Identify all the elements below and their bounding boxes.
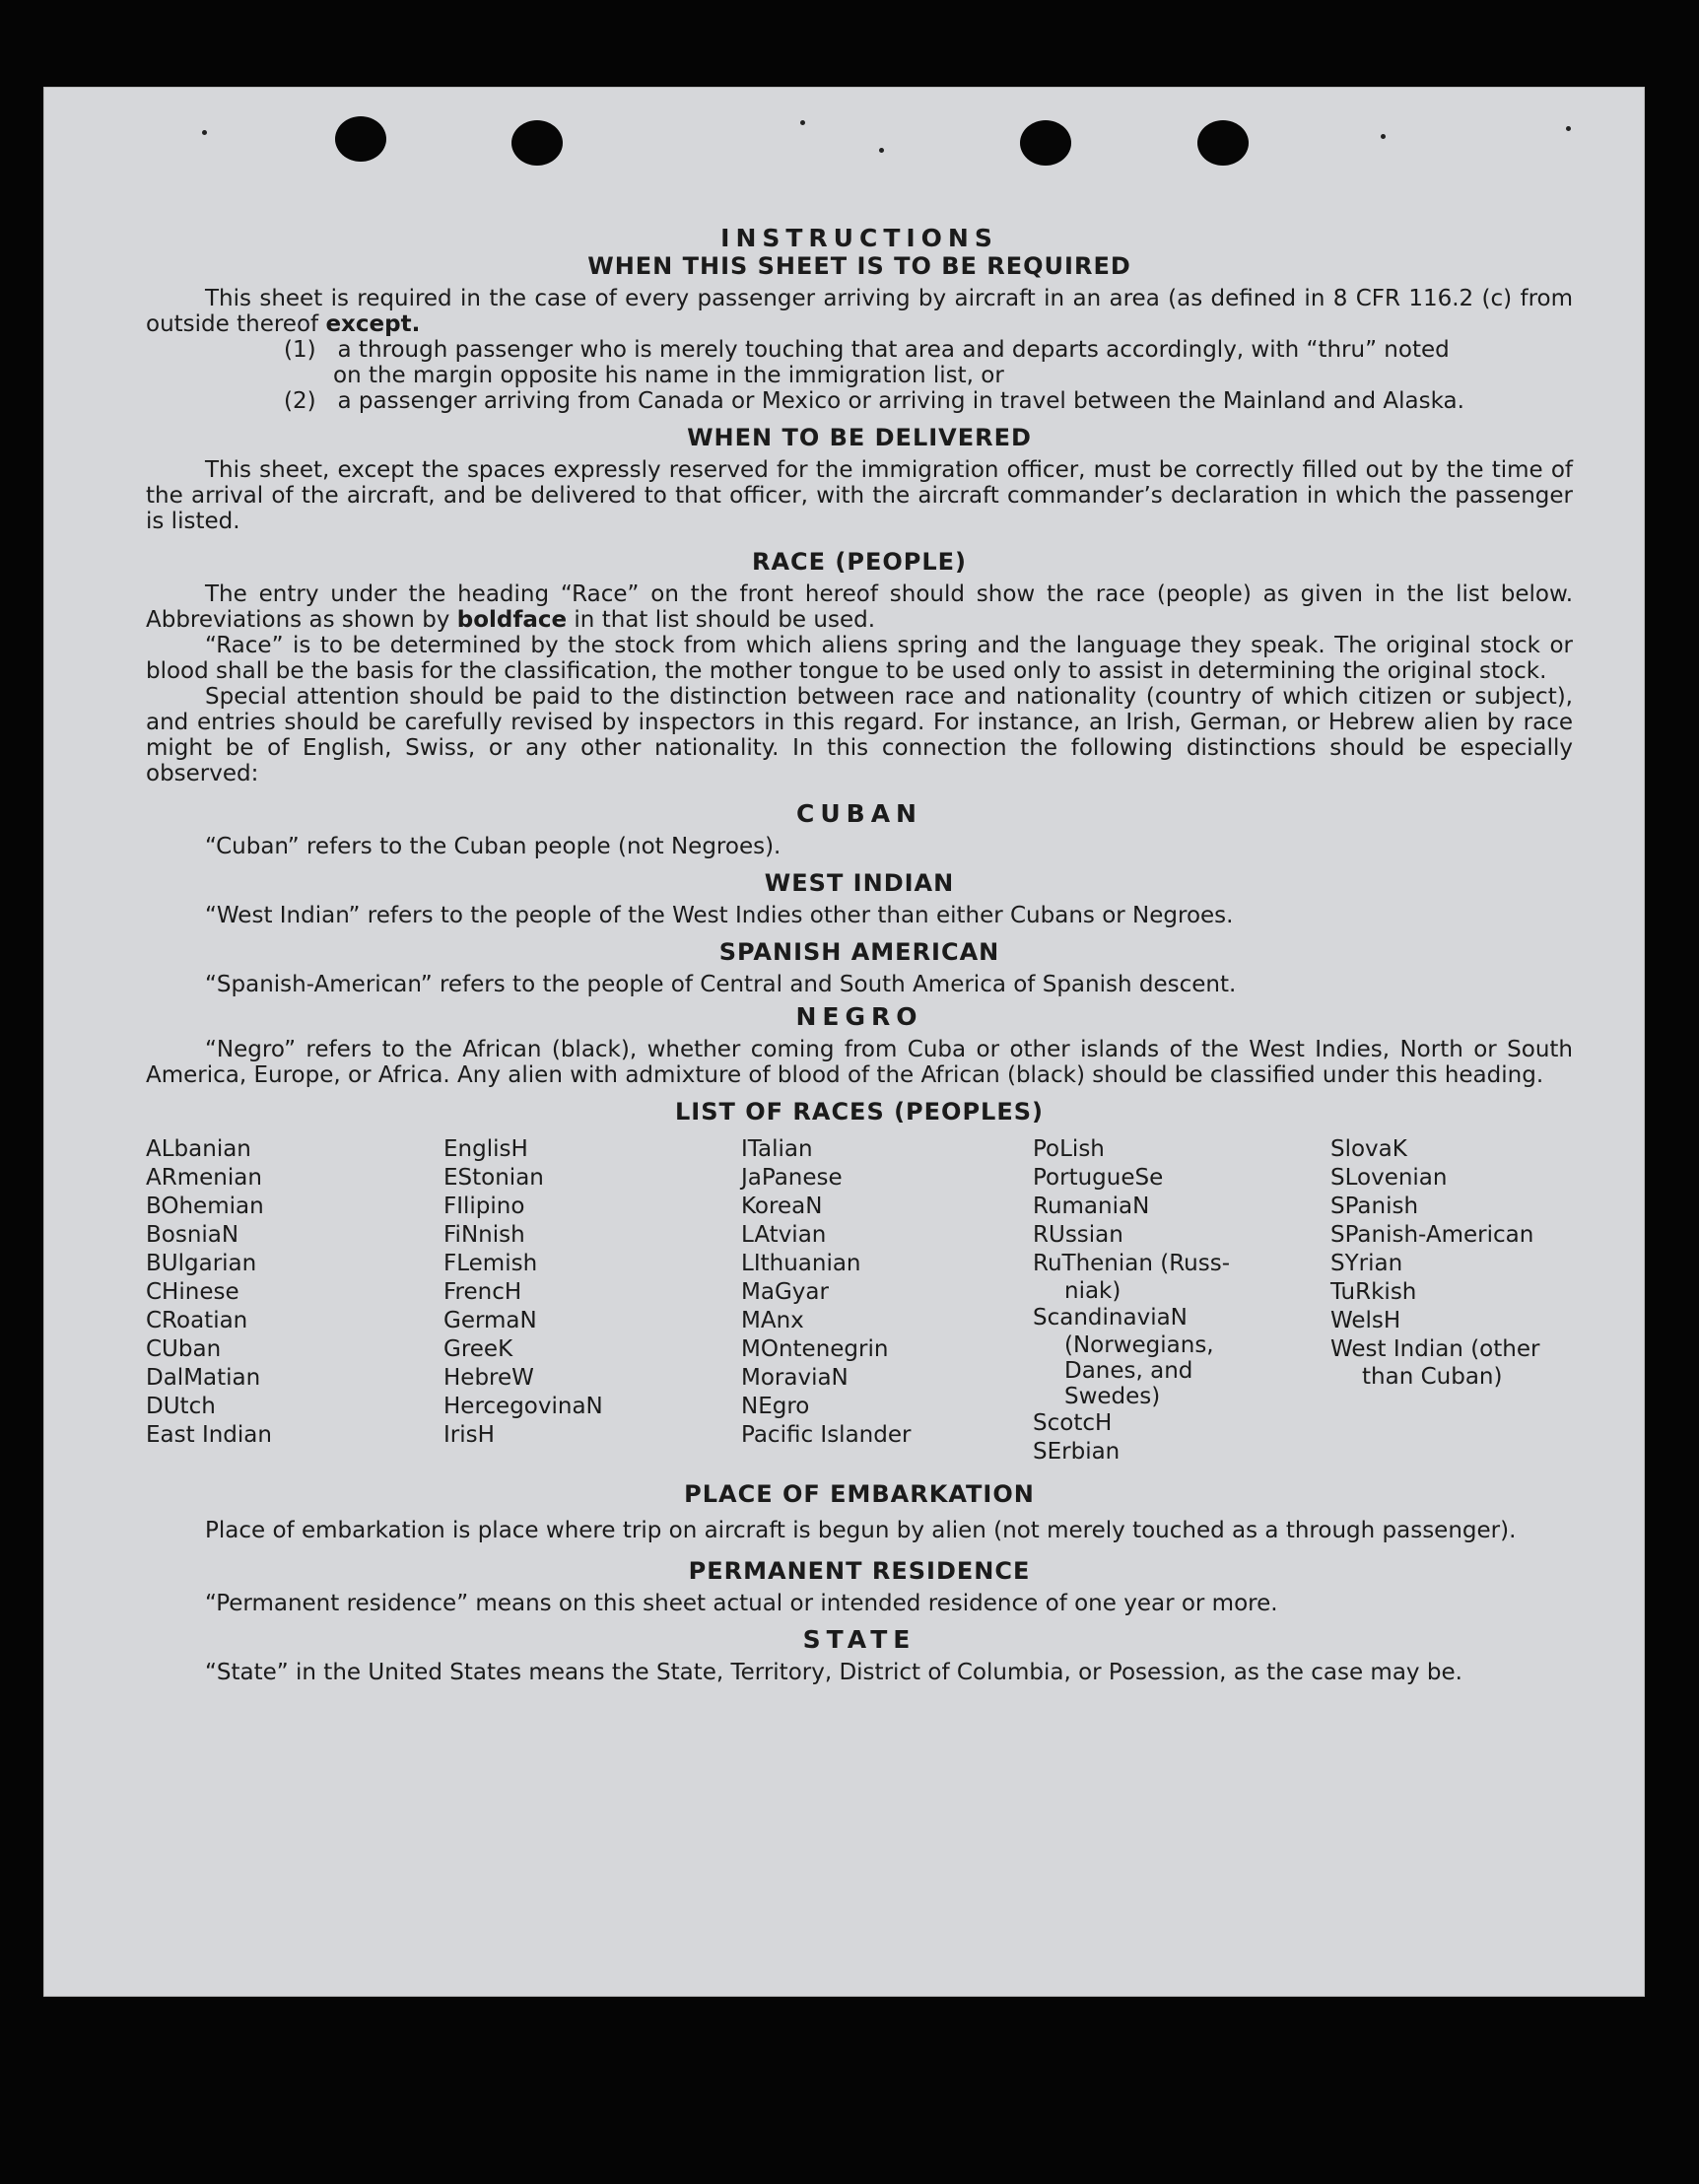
race-entry: SYrian (1330, 1251, 1403, 1276)
boldface-word: boldface (456, 607, 568, 633)
embarkation-heading: PLACE OF EMBARKATION (684, 1480, 1035, 1508)
race-entry: BosniaN (146, 1222, 239, 1248)
item-text: a through passenger who is merely touching that area and departs accordingly, with “thru” noted (337, 337, 1450, 363)
race-column (1033, 1135, 1330, 1467)
west-indian-text: “West Indian” refers to the people of the West Indies other than either Cubans or Negroes. (205, 903, 1234, 928)
negro-text: “Negro” refers to the African (black), whether coming from Cuba or other islands of the West Indies, North or South America, Europe, or Africa. Any alien with admixture of blood of the African (black) should be classified under this heading. (146, 1037, 1573, 1088)
west-indian-heading: WEST INDIAN (764, 869, 955, 897)
race-entry: RumaniaN (1033, 1194, 1150, 1219)
race-entry: DalMatian (146, 1365, 261, 1391)
embarkation-text: Place of embarkation is place where trip on aircraft is begun by alien (not merely touched as a through passenger). (205, 1518, 1517, 1543)
residence-heading: PERMANENT RESIDENCE (688, 1557, 1031, 1585)
race-entry: KoreaN (741, 1194, 823, 1219)
race-entry: ScandinaviaN (1033, 1305, 1188, 1331)
punch-hole-1 (335, 116, 386, 162)
race-entry: GermaN (443, 1308, 537, 1333)
when-delivered-heading: WHEN TO BE DELIVERED (687, 424, 1032, 451)
race-entry: (Norwegians, (1064, 1332, 1214, 1358)
race-column (146, 1135, 443, 1467)
race-entry: FIlipino (443, 1194, 525, 1219)
race-entry: EStonian (443, 1165, 544, 1191)
race-entry: DUtch (146, 1394, 216, 1419)
race-entry: NEgro (741, 1394, 810, 1419)
instructions-content (146, 225, 1573, 1685)
when-required-heading: WHEN THIS SHEET IS TO BE REQUIRED (587, 252, 1131, 280)
race-entry: WelsH (1330, 1308, 1401, 1333)
race-entry: MOntenegrin (741, 1336, 889, 1362)
speck (202, 130, 207, 135)
race-entry: ARmenian (146, 1165, 262, 1191)
race-entry: CHinese (146, 1279, 239, 1305)
race-entry: JaPanese (741, 1165, 843, 1191)
race-p1-tail: in that list should be used. (574, 607, 876, 633)
race-entry: Pacific Islander (741, 1422, 912, 1448)
state-heading: STATE (802, 1625, 917, 1654)
race-entry: RuThenian (Russ- (1033, 1251, 1231, 1276)
races-list (146, 1135, 1573, 1467)
race-entry: PortugueSe (1033, 1165, 1164, 1191)
race-entry: HebreW (443, 1365, 534, 1391)
race-entry: SLovenian (1330, 1165, 1448, 1191)
race-entry: GreeK (443, 1336, 513, 1362)
except-bold: except. (325, 311, 421, 337)
race-paragraph-1 (146, 581, 1573, 633)
race-column (1330, 1135, 1573, 1467)
race-entry: than Cuban) (1362, 1364, 1503, 1390)
race-entry: CUban (146, 1336, 222, 1362)
race-entry: SPanish-American (1330, 1222, 1534, 1248)
punch-hole-4 (1197, 120, 1249, 166)
race-entry: West Indian (other (1330, 1336, 1540, 1362)
when-delivered-text: This sheet, except the spaces expressly reserved for the immigration officer, must be correctly filled out by the time of the arrival of the aircraft, and be delivered to that officer, with the aircraft commander’s declaration in which the passenger is listed. (146, 457, 1573, 534)
instructions-title: INSTRUCTIONS (720, 224, 998, 252)
cuban-heading: CUBAN (796, 799, 922, 828)
race-entry: IrisH (443, 1422, 495, 1448)
intro-text: This sheet is required in the case of every passenger arriving by aircraft in an area (as defined in 8 CFR 116.2 (c) from outside thereof (146, 286, 1573, 337)
exception-item-2 (146, 388, 1573, 414)
race-paragraph-2: “Race” is to be determined by the stock from which aliens spring and the language they speak. The original stock or blood shall be the basis for the classification, the mother tongue to be used only to assist in determining the original stock. (146, 633, 1573, 684)
race-heading: RACE (PEOPLE) (751, 548, 968, 576)
race-entry: LAtvian (741, 1222, 827, 1248)
race-entry: SlovaK (1330, 1136, 1407, 1162)
race-entry: HercegovinaN (443, 1394, 603, 1419)
exception-item-1 (146, 337, 1573, 363)
race-entry: Swedes) (1064, 1384, 1161, 1409)
race-entry: East Indian (146, 1422, 272, 1448)
race-column (741, 1135, 1033, 1467)
spanish-american-heading: SPANISH AMERICAN (718, 938, 1000, 966)
race-p1-text: The entry under the heading “Race” on the front hereof should show the race (people) as given in the list below. Abbreviations as shown by (146, 581, 1573, 633)
race-entry: TuRkish (1330, 1279, 1417, 1305)
race-entry: BUlgarian (146, 1251, 257, 1276)
race-entry: ScotcH (1033, 1410, 1113, 1436)
race-entry: ITalian (741, 1136, 813, 1162)
race-column (443, 1135, 741, 1467)
race-entry: MAnx (741, 1308, 804, 1333)
spanish-american-text: “Spanish-American” refers to the people of Central and South America of Spanish descent. (205, 972, 1237, 997)
race-entry: LIthuanian (741, 1251, 861, 1276)
cuban-text: “Cuban” refers to the Cuban people (not Negroes). (205, 834, 782, 859)
race-paragraph-3: Special attention should be paid to the distinction between race and nationality (country of which citizen or subject), and entries should be carefully revised by inspectors in this regard. For instance, an Irish, German, or Hebrew alien by race might be of English, Swiss, or any other nationality. In this connection the following distinctions should be especially observed: (146, 684, 1573, 786)
item-text: a passenger arriving from Canada or Mexico or arriving in travel between the Mainland and Alaska. (337, 388, 1464, 414)
speck (800, 120, 805, 125)
state-text: “State” in the United States means the State, Territory, District of Columbia, or Posession, as the case may be. (205, 1660, 1462, 1685)
exception-item-1-cont: on the margin opposite his name in the immigration list, or (333, 363, 1004, 388)
race-entry: BOhemian (146, 1194, 264, 1219)
punch-hole-3 (1020, 120, 1071, 166)
race-entry: MaGyar (741, 1279, 829, 1305)
race-entry: CRoatian (146, 1308, 248, 1333)
race-entry: RUssian (1033, 1222, 1123, 1248)
race-entry: ALbanian (146, 1136, 251, 1162)
negro-heading: NEGRO (795, 1002, 923, 1031)
race-entry: FrencH (443, 1279, 522, 1305)
punch-hole-2 (511, 120, 563, 166)
race-entry: FiNnish (443, 1222, 525, 1248)
speck (1566, 126, 1571, 131)
race-entry: Danes, and (1064, 1358, 1193, 1384)
race-entry: EnglisH (443, 1136, 528, 1162)
residence-text: “Permanent residence” means on this sheet actual or intended residence of one year or more. (205, 1591, 1278, 1616)
speck (879, 148, 884, 153)
when-required-intro (146, 286, 1573, 337)
race-entry: FLemish (443, 1251, 538, 1276)
race-entry: niak) (1064, 1278, 1121, 1304)
item-number: (2) (284, 388, 316, 414)
list-of-races-heading: LIST OF RACES (PEOPLES) (675, 1098, 1044, 1126)
speck (1381, 134, 1386, 139)
document-sheet (43, 87, 1645, 1997)
race-entry: PoLish (1033, 1136, 1105, 1162)
race-entry: SPanish (1330, 1194, 1419, 1219)
race-entry: SErbian (1033, 1439, 1121, 1465)
item-number: (1) (284, 337, 316, 363)
race-entry: MoraviaN (741, 1365, 849, 1391)
